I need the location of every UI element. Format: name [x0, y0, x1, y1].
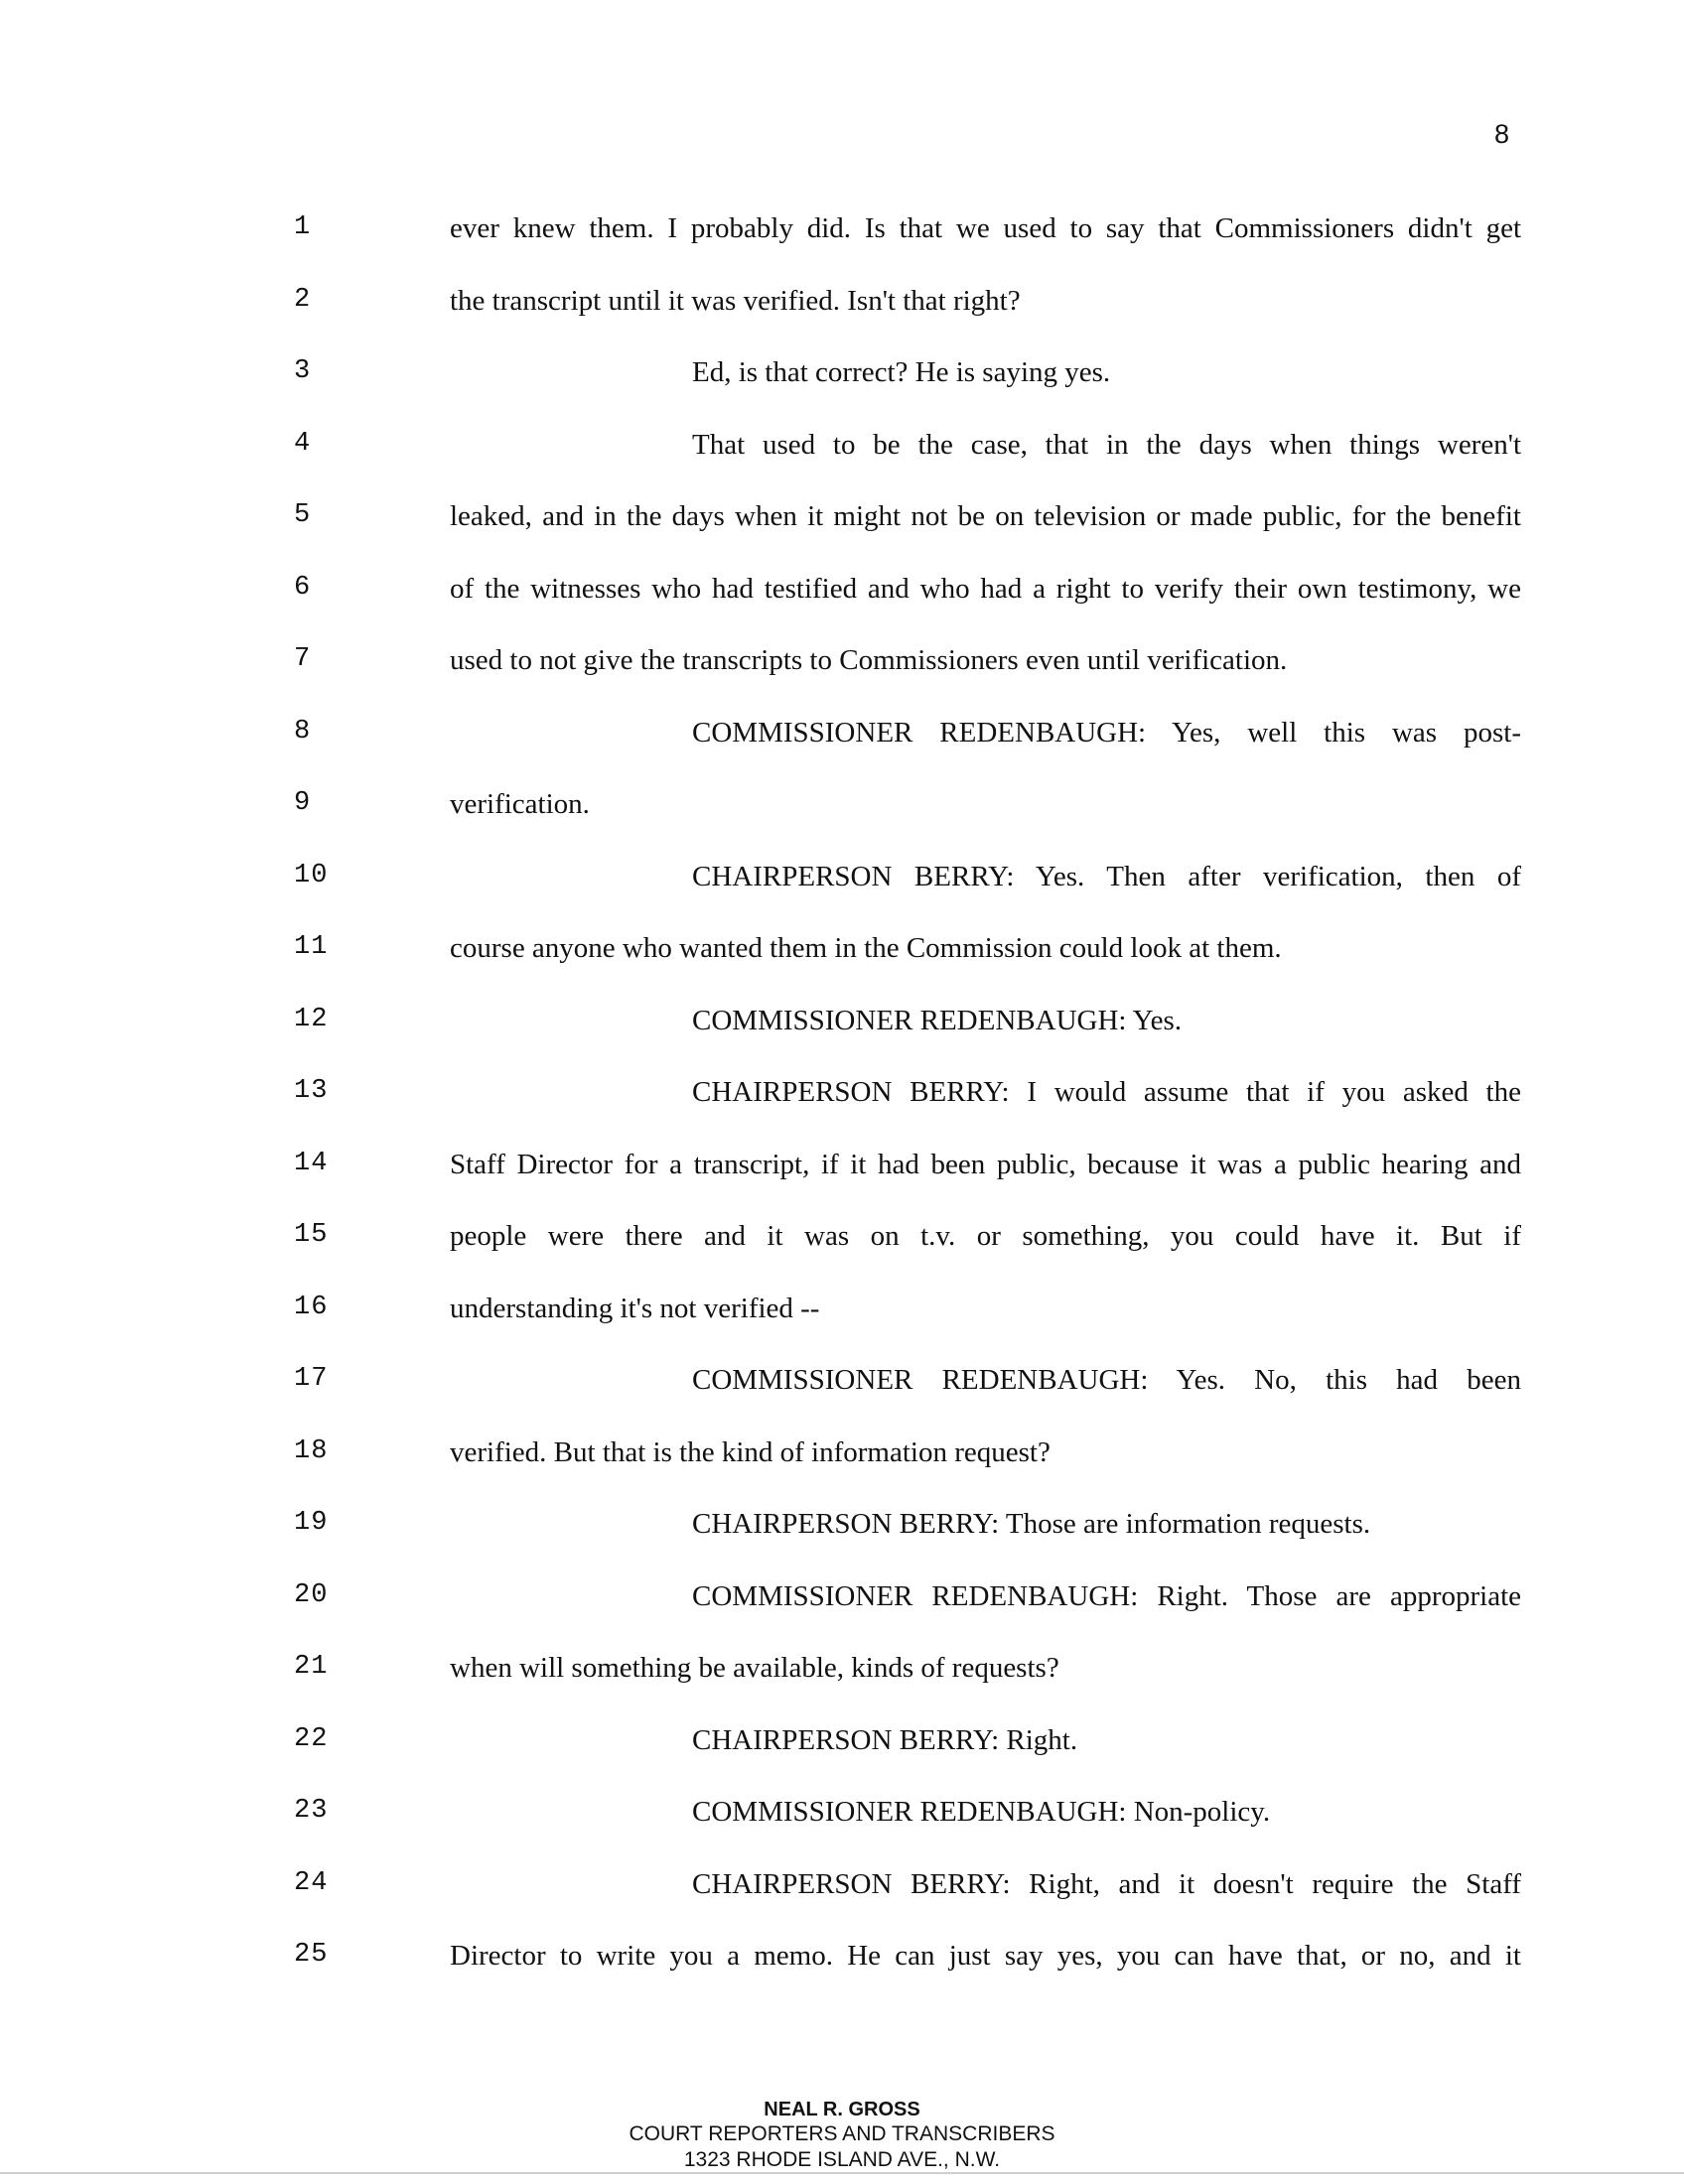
line-number: 2 — [294, 284, 312, 315]
transcript-line — [0, 924, 1684, 974]
line-number: 21 — [294, 1652, 329, 1682]
line-text: ever knew them. I probably did. Is that we used to say that Commissioners didn't get — [450, 212, 1521, 244]
transcript-line — [0, 1356, 1684, 1406]
line-text: COMMISSIONER REDENBAUGH: Right. Those are appropriate — [692, 1579, 1521, 1612]
transcript-line — [0, 1644, 1684, 1694]
line-number: 14 — [294, 1148, 329, 1178]
line-text: COMMISSIONER REDENBAUGH: Yes. No, this had been — [692, 1364, 1521, 1396]
transcript-line — [0, 1860, 1684, 1910]
line-text: CHAIRPERSON BERRY: Right. — [692, 1723, 1078, 1756]
line-number: 16 — [294, 1292, 329, 1322]
line-text: Ed, is that correct? He is saying yes. — [692, 356, 1111, 388]
line-text: COMMISSIONER REDENBAUGH: Yes. — [692, 1004, 1183, 1036]
line-number: 25 — [294, 1940, 329, 1970]
reporter-name: NEAL R. GROSS — [764, 2099, 920, 2120]
reporter-footer — [0, 2098, 1684, 2173]
line-number: 13 — [294, 1076, 329, 1106]
line-text: That used to be the case, that in the days when things weren't — [692, 428, 1521, 461]
line-number: 17 — [294, 1364, 329, 1394]
line-text: CHAIRPERSON BERRY: Yes. Then after verification, then of — [692, 860, 1521, 892]
line-text: understanding it's not verified -- — [450, 1292, 820, 1324]
line-text: people were there and it was on t.v. or something, you could have it. But if — [450, 1220, 1521, 1252]
reporter-title: COURT REPORTERS AND TRANSCRIBERS — [629, 2122, 1055, 2145]
line-text: CHAIRPERSON BERRY: Right, and it doesn't require the Staff — [692, 1867, 1521, 1900]
line-number: 8 — [294, 716, 312, 747]
transcript-line — [0, 780, 1684, 830]
reporter-address: 1323 RHODE ISLAND AVE., N.W. — [683, 2148, 1001, 2171]
transcript-line — [0, 492, 1684, 542]
line-text: leaked, and in the days when it might not be on television or made public, for the benefit — [450, 500, 1521, 532]
transcript-line — [0, 348, 1684, 398]
transcript-line — [0, 1068, 1684, 1118]
line-number: 20 — [294, 1579, 329, 1610]
line-number: 3 — [294, 356, 312, 386]
transcript-line — [0, 1572, 1684, 1622]
line-number: 1 — [294, 212, 312, 242]
line-text: verification. — [450, 788, 590, 820]
line-text: course anyone who wanted them in the Commission could look at them. — [450, 932, 1282, 964]
transcript-line — [0, 1429, 1684, 1478]
transcript-line — [0, 636, 1684, 686]
line-text: when will something be available, kinds of requests? — [450, 1652, 1059, 1684]
transcript-line — [0, 1932, 1684, 1981]
line-text: Staff Director for a transcript, if it had been public, because it was a public hearing and — [450, 1148, 1521, 1180]
line-number: 23 — [294, 1796, 329, 1826]
transcript-line — [0, 421, 1684, 471]
transcript-line — [0, 997, 1684, 1046]
transcript-line — [0, 1285, 1684, 1334]
transcript-line — [0, 1500, 1684, 1550]
page-number: 8 — [1494, 119, 1510, 149]
transcript-line — [0, 1788, 1684, 1838]
line-text: the transcript until it was verified. Isn't that right? — [450, 284, 1021, 317]
transcript-line — [0, 853, 1684, 902]
line-number: 5 — [294, 500, 312, 530]
line-number: 7 — [294, 644, 312, 674]
line-number: 4 — [294, 428, 312, 459]
line-text: COMMISSIONER REDENBAUGH: Non-policy. — [692, 1796, 1271, 1828]
footer-divider — [0, 2172, 1684, 2174]
line-number: 22 — [294, 1723, 329, 1754]
line-text: CHAIRPERSON BERRY: I would assume that if you asked the — [692, 1076, 1521, 1108]
line-text: of the witnesses who had testified and who had a right to verify their own testimony, we — [450, 572, 1521, 605]
line-text: COMMISSIONER REDENBAUGH: Yes, well this was post- — [692, 716, 1521, 749]
line-text: CHAIRPERSON BERRY: Those are information requests. — [692, 1508, 1371, 1540]
line-number: 24 — [294, 1867, 329, 1898]
line-text: used to not give the transcripts to Commissioners even until verification. — [450, 644, 1288, 676]
line-text: verified. But that is the kind of information request? — [450, 1435, 1051, 1468]
line-number: 10 — [294, 860, 329, 890]
line-number: 6 — [294, 572, 312, 603]
transcript-line — [0, 565, 1684, 614]
line-number: 15 — [294, 1220, 329, 1250]
transcript-line — [0, 709, 1684, 758]
line-number: 19 — [294, 1508, 329, 1538]
line-number: 12 — [294, 1004, 329, 1034]
line-number: 11 — [294, 932, 329, 962]
line-number: 18 — [294, 1435, 329, 1466]
transcript-line — [0, 277, 1684, 327]
line-text: Director to write you a memo. He can just say yes, you can have that, or no, and it — [450, 1940, 1521, 1972]
transcript-line — [0, 1716, 1684, 1766]
transcript-line — [0, 205, 1684, 254]
transcript-line — [0, 1212, 1684, 1262]
line-number: 9 — [294, 788, 312, 818]
transcript-line — [0, 1141, 1684, 1190]
